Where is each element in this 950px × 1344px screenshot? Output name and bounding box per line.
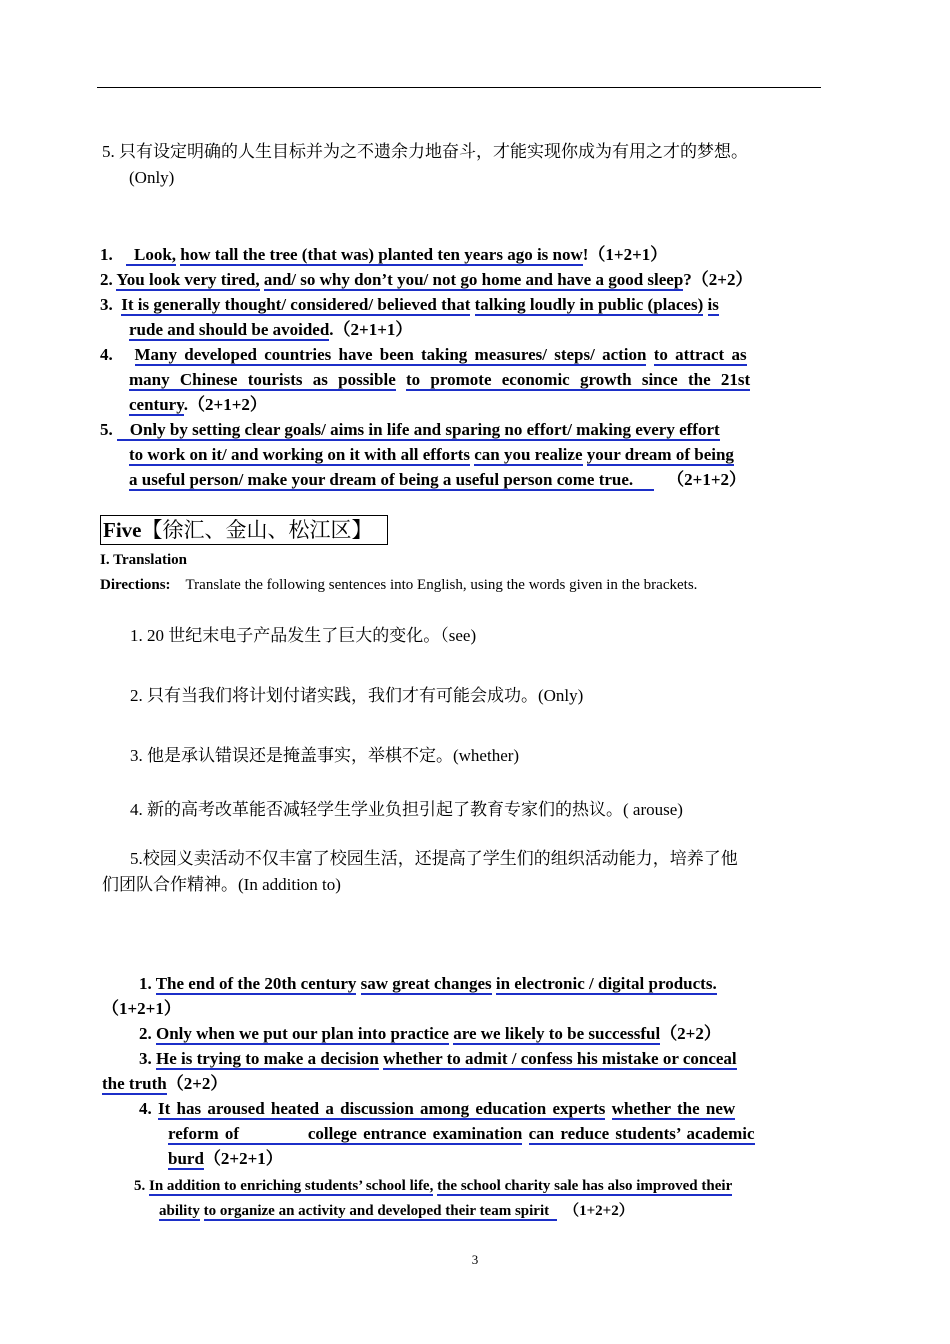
directions [100, 574, 697, 596]
answer-4: 4. It has aroused heated a discussion among education experts whether the new [139, 1099, 736, 1118]
page-number: 3 [471, 1252, 479, 1267]
prev-answer-5-cont2: a useful person/ make your dream of being a useful person come true. （2+1+2） [129, 470, 747, 489]
prev-question-5-line2: (Only) [129, 168, 175, 187]
answer-4-cont: reform of college entrance examination can reduce students’ academic [168, 1124, 755, 1143]
answer-4-cont2: burd（2+2+1） [168, 1149, 283, 1168]
directions-text: Translate the following sentences into English, using the words given in the brackets. [185, 577, 698, 593]
prev-answer-4: 4. Many developed countries have been taking measures/ steps/ action to attract as [100, 345, 747, 364]
directions-label: Directions: [100, 577, 171, 593]
prev-answer-1: 1. Look, how tall the tree (that was) planted ten years ago is now!（1+2+1） [100, 245, 668, 264]
answer-1-score: （1+2+1） [102, 999, 181, 1018]
prev-answer-5-cont: to work on it/ and working on it with all efforts can you realize your dream of being [129, 445, 734, 464]
question-5-line1: 5.校园义卖活动不仅丰富了校园生活，还提高了学生们的组织活动能力，培养了他 [130, 849, 738, 868]
prev-answer-3-cont: rude and should be avoided.（2+1+1） [129, 320, 413, 339]
question-3: 3. 他是承认错误还是掩盖事实，举棋不定。(whether) [130, 746, 520, 765]
question-5-line2: 们团队合作精神。(In addition to) [102, 875, 341, 894]
section-title-box [100, 515, 388, 545]
prev-answer-4-cont2: century.（2+1+2） [129, 395, 267, 414]
answer-3-cont: the truth（2+2） [102, 1074, 228, 1093]
section-label: Five [103, 518, 142, 542]
prev-answer-3: 3. It is generally thought/ considered/ believed that talking loudly in public (places) is [100, 295, 719, 314]
header-rule [97, 87, 821, 88]
prev-question-5-line1: 5. 只有设定明确的人生目标并为之不遗余力地奋斗，才能实现你成为有用之才的梦想。 [102, 142, 748, 161]
answer-3: 3. He is trying to make a decision whether to admit / confess his mistake or conceal [139, 1049, 737, 1068]
question-2: 2. 只有当我们将计划付诸实践，我们才有可能会成功。(Only) [130, 686, 584, 705]
prev-answer-2: 2. You look very tired, and/ so why don’t you/ not go home and have a good sleep?（2+2） [100, 270, 753, 289]
section-districts: 【徐汇、金山、松江区】 [141, 518, 373, 542]
answer-2: 2. Only when we put our plan into practice are we likely to be successful（2+2） [139, 1024, 721, 1043]
answer-5: 5. In addition to enriching students’ school life, the school charity sale has also improved their [134, 1178, 733, 1194]
question-4: 4. 新的高考改革能否减轻学生学业负担引起了教育专家们的热议。( arouse) [130, 800, 683, 819]
answer-5-cont: ability to organize an activity and developed their team spirit （1+2+2） [159, 1203, 634, 1219]
section-heading: I. Translation [100, 552, 187, 568]
prev-answer-5: 5. Only by setting clear goals/ aims in life and sparing no effort/ making every effort [100, 420, 720, 439]
question-1: 1. 20 世纪末电子产品发生了巨大的变化。（see) [130, 626, 477, 645]
answer-1: 1. The end of the 20th century saw great changes in electronic / digital products. [139, 974, 717, 993]
prev-answer-4-cont: many Chinese tourists as possible to promote economic growth since the 21st [129, 370, 751, 389]
